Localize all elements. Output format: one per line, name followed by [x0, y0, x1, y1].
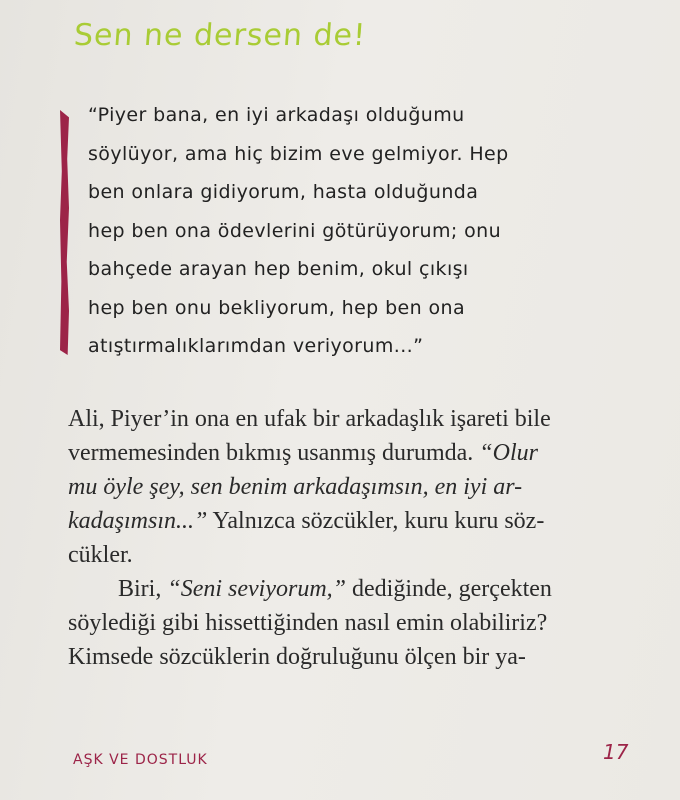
body-italic-span: kadaşımsın...”: [68, 508, 208, 534]
body-italic-span: “Olur: [479, 440, 538, 466]
body-italic-span: mu öyle şey, sen benim arkadaşımsın, en iyi ar-: [68, 474, 523, 500]
body-line: Kimsede sözcüklerin doğruluğunu ölçen bir ya-: [68, 644, 526, 670]
quote-line: bahçede arayan hep benim, okul çıkışı: [88, 258, 469, 280]
body-line: Ali, Piyer’in ona en ufak bir arkadaşlık işareti bile: [68, 406, 551, 432]
quote-line: söylüyor, ama hiç bizim eve gelmiyor. Hep: [88, 142, 509, 165]
quote-line: hep ben onu bekliyorum, hep ben ona: [88, 296, 466, 319]
page-heading: Sen ne dersen de!: [72, 18, 368, 53]
body-line: söylediği gibi hissettiğinden nasıl emin olabiliriz?: [68, 610, 548, 636]
body-line: [68, 572, 648, 606]
body-line: cükler.: [68, 542, 133, 568]
footer-section-title: AŞK VE DOSTLUK: [73, 752, 208, 768]
body-line: [68, 504, 648, 538]
page-number: 17: [603, 740, 629, 764]
quote-line: “Piyer bana, en iyi arkadaşı olduğumu: [88, 104, 465, 126]
quote-line: hep ben ona ödevlerini götürüyorum; onu: [88, 219, 502, 242]
body-text: [68, 402, 648, 674]
quote-block: [88, 96, 648, 366]
body-line: [68, 436, 648, 470]
body-text-span: vermemesinden bıkmış usanmış durumda.: [68, 440, 480, 466]
body-text-span: dediğinde, gerçekten: [346, 576, 552, 602]
quote-accent-bar: [60, 110, 69, 355]
quote-line: ben onlara gidiyorum, hasta olduğunda: [88, 181, 479, 203]
quote-line: atıştırmalıklarımdan veriyorum...”: [88, 335, 424, 357]
body-line: [68, 470, 648, 504]
body-text-span: Biri,: [118, 576, 168, 602]
body-text-span: Yalnızca sözcükler, kuru kuru söz-: [207, 508, 545, 534]
body-italic-span: “Seni seviyorum,”: [167, 576, 346, 602]
